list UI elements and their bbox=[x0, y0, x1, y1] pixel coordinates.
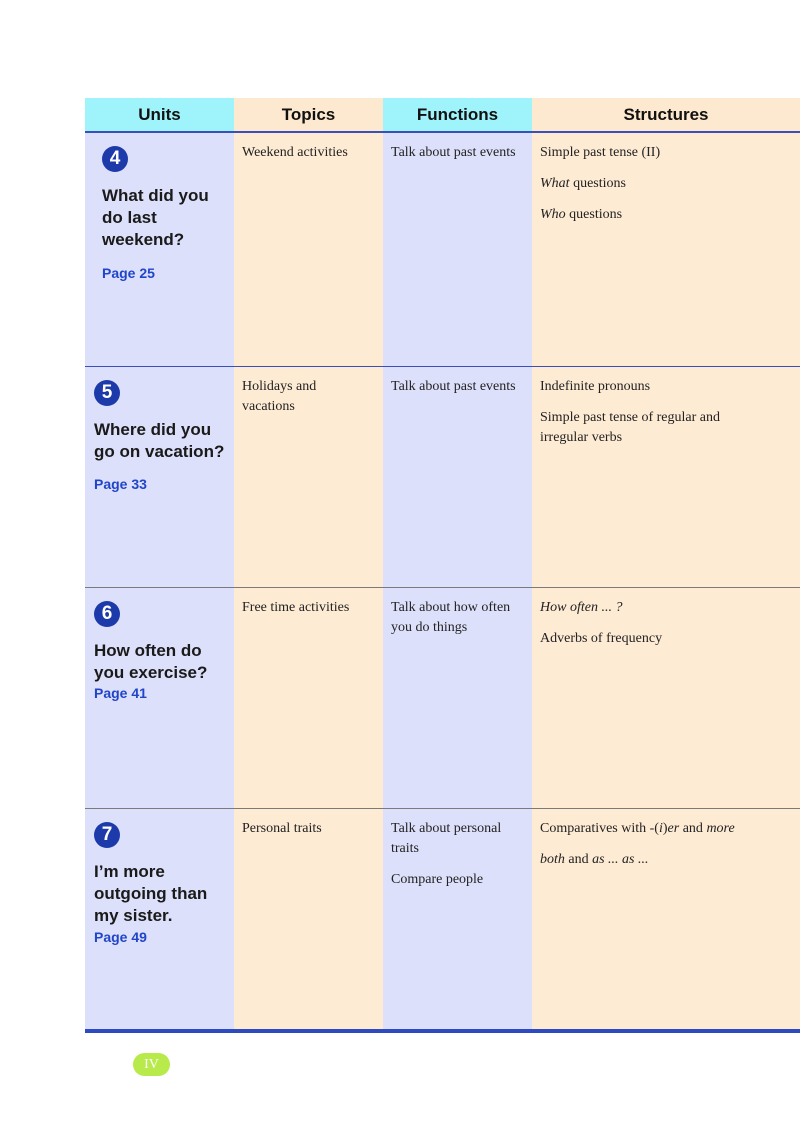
function-item: Talk about past events bbox=[391, 145, 516, 160]
row-divider bbox=[85, 808, 800, 809]
function-cell bbox=[391, 143, 529, 174]
page-number-badge: IV bbox=[133, 1053, 170, 1076]
unit-title: Where did you go on vacation? bbox=[94, 420, 225, 461]
unit-title: I’m more outgoing than my sister. bbox=[94, 862, 208, 925]
unit-title: What did you do last weekend? bbox=[102, 186, 209, 249]
function-item: Compare people bbox=[391, 872, 484, 887]
topic-item: Weekend activities bbox=[242, 145, 348, 160]
topic-cell bbox=[242, 143, 377, 174]
structure-item: Who questions bbox=[540, 207, 623, 222]
header-functions: Functions bbox=[383, 98, 532, 131]
structure-cell bbox=[540, 819, 795, 881]
topic-cell bbox=[242, 377, 342, 428]
unit-number-badge: 4 bbox=[102, 146, 128, 172]
topic-item: Free time activities bbox=[242, 600, 350, 615]
structure-item: Comparatives with -(i)er and more bbox=[540, 821, 735, 836]
function-cell bbox=[391, 377, 529, 408]
unit-number-badge: 7 bbox=[94, 822, 120, 848]
header-units: Units bbox=[85, 98, 234, 131]
unit-title: How often do you exercise? bbox=[94, 641, 208, 682]
function-item: Talk about how often you do things bbox=[391, 600, 511, 635]
unit-number-badge: 5 bbox=[94, 380, 120, 406]
structure-cell bbox=[540, 598, 790, 660]
unit-page-link[interactable]: Page 25 bbox=[102, 265, 155, 281]
topic-cell bbox=[242, 819, 377, 850]
function-cell bbox=[391, 598, 526, 649]
header-divider bbox=[85, 131, 800, 133]
unit-page-link[interactable]: Page 41 bbox=[94, 685, 147, 701]
syllabus-table bbox=[85, 98, 800, 1032]
topic-item: Personal traits bbox=[242, 821, 322, 836]
topics-column bbox=[234, 98, 383, 1032]
structure-item: Simple past tense (II) bbox=[540, 145, 661, 160]
header-topics: Topics bbox=[234, 98, 383, 131]
function-cell bbox=[391, 819, 526, 901]
structures-column bbox=[532, 98, 800, 1032]
header-structures: Structures bbox=[532, 98, 800, 131]
structure-item: both and as ... as ... bbox=[540, 852, 649, 867]
topic-item: Holidays and vacations bbox=[242, 379, 317, 414]
structure-cell bbox=[540, 143, 790, 236]
structure-item: What questions bbox=[540, 176, 626, 191]
function-item: Talk about past events bbox=[391, 379, 516, 394]
topic-cell bbox=[242, 598, 377, 629]
structure-item: Adverbs of frequency bbox=[540, 631, 663, 646]
unit-page-link[interactable]: Page 49 bbox=[94, 929, 147, 945]
unit-number-badge: 6 bbox=[94, 601, 120, 627]
structure-item: How often ... ? bbox=[540, 600, 623, 615]
structure-item: Indefinite pronouns bbox=[540, 379, 651, 394]
table-bottom-rule bbox=[85, 1029, 800, 1033]
unit-page-link[interactable]: Page 33 bbox=[94, 476, 147, 492]
row-divider bbox=[85, 366, 800, 367]
structure-item: Simple past tense of regular and irregular verbs bbox=[540, 410, 721, 445]
structure-cell bbox=[540, 377, 750, 459]
row-divider bbox=[85, 587, 800, 588]
function-item: Talk about personal traits bbox=[391, 821, 502, 856]
